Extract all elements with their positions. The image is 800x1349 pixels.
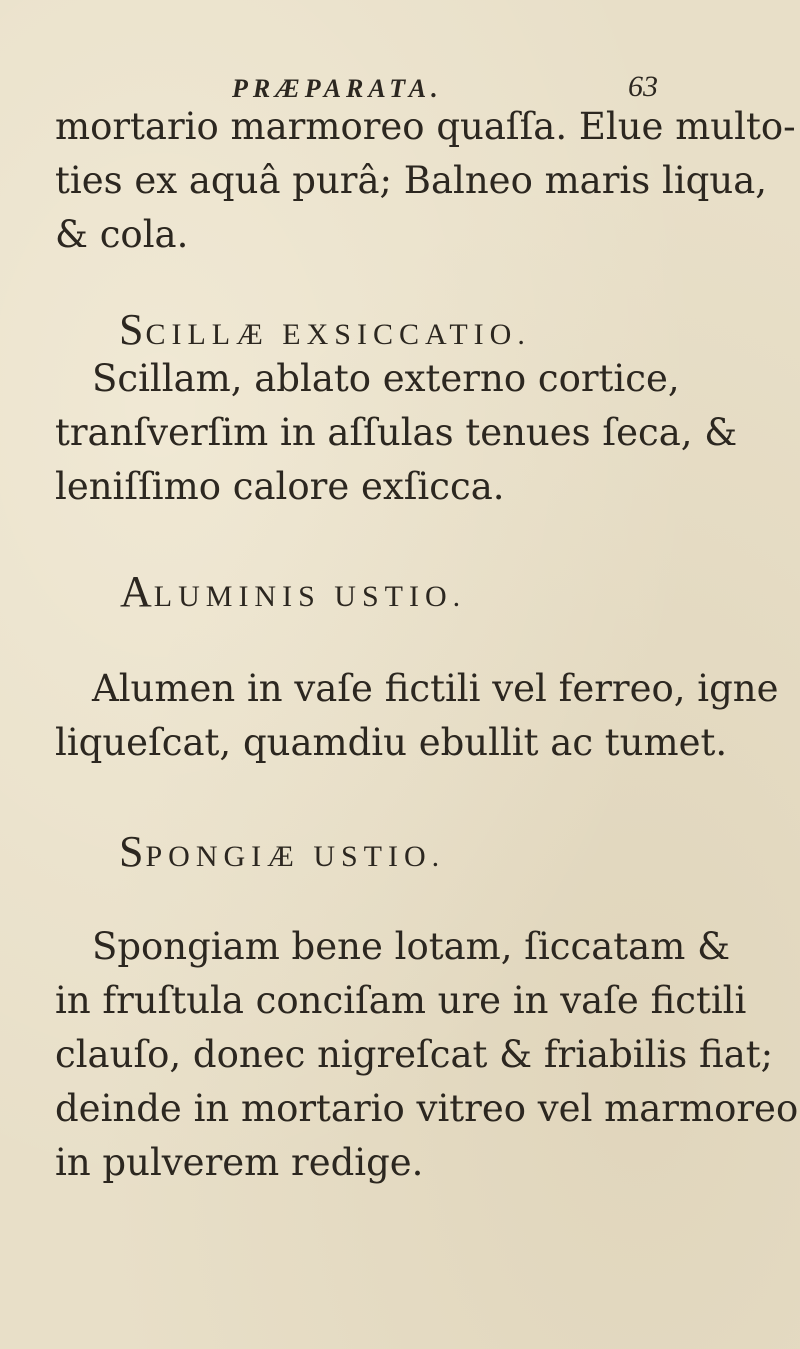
intro-paragraph [55,100,796,262]
page-number: 63 [628,70,658,103]
heading-text: PONGIÆ USTIO. [145,840,446,873]
heading-initial: S [119,305,146,354]
text-line: clauſo, donec nigreſcat & friabilis fiat; [55,1033,774,1076]
heading-text: LUMINIS USTIO. [153,580,467,613]
paragraph-aluminis [55,662,792,770]
text-line: Alumen in vaſe fictili vel ferreo, igne [92,667,779,710]
text-line: ties ex aquâ purâ; Balneo maris liqua, [55,159,768,202]
text-line: deinde in mortario vitreo vel marmoreo [55,1087,799,1130]
section-heading-aluminis [120,566,466,617]
section-heading-spongiae [119,826,445,877]
text-line: in fruſtula conciſam ure in vaſe fictili [55,979,747,1022]
text-line: Spongiam bene lotam, ſiccatam & [92,925,731,968]
paragraph-spongiae [55,920,799,1190]
paragraph-scillae [55,352,792,514]
text-line: leniſſimo calore exſicca. [55,465,505,508]
text-line: mortario marmoreo quaſſa. Elue multo- [55,105,796,148]
running-title: PRÆPARATA. [232,74,443,103]
text-line: liqueſcat, quamdiu ebullit ac tumet. [55,721,728,764]
heading-initial: A [120,567,154,616]
heading-initial: S [119,827,146,876]
heading-text: CILLÆ EXSICCATIO. [145,318,531,351]
text-line: & cola. [55,213,189,256]
text-line: in pulverem redige. [55,1141,424,1184]
section-heading-scillae [119,304,531,355]
text-line: Scillam, ablato externo cortice, [92,357,680,400]
text-line: tranſverſim in aſſulas tenues ſeca, & [55,411,738,454]
